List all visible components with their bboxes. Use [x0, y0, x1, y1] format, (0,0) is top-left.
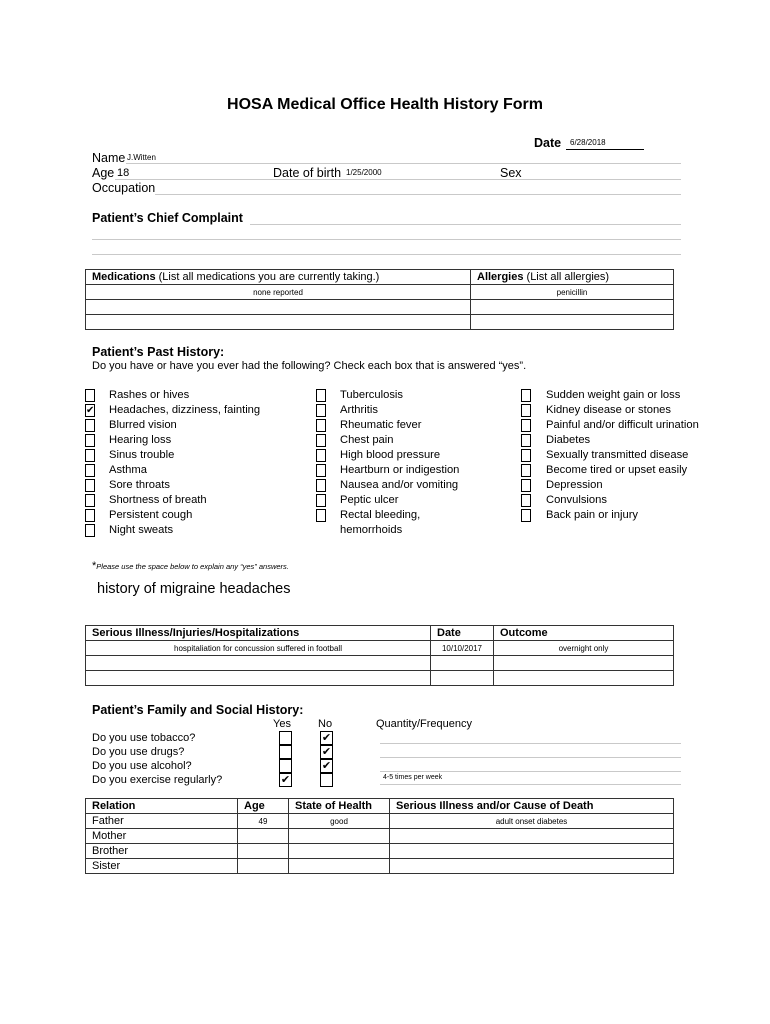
drugs-no-checkbox[interactable]: ✔ — [321, 746, 332, 758]
history-item: Sinus trouble — [109, 449, 175, 461]
history-item: Sexually transmitted disease — [546, 449, 689, 461]
complaint-line-2[interactable] — [92, 239, 681, 240]
allergy-cell[interactable] — [471, 300, 674, 315]
explain-text[interactable]: history of migraine headaches — [97, 581, 291, 597]
question-drugs: Do you use drugs? — [92, 746, 185, 758]
occupation-line — [155, 194, 681, 195]
explain-note — [92, 560, 289, 572]
checkbox-diabetes[interactable] — [521, 434, 531, 447]
date-value[interactable]: 6/28/2018 — [570, 138, 606, 147]
checkbox-back-pain[interactable] — [521, 509, 531, 522]
history-item: Painful and/or difficult urination — [546, 419, 699, 431]
cause-cell[interactable]: adult onset diabetes — [390, 814, 674, 829]
checkbox-rectal-bleeding[interactable] — [316, 509, 326, 522]
asterisk-icon: * — [92, 560, 97, 572]
checkbox-rashes[interactable] — [85, 389, 95, 402]
history-item: Sudden weight gain or loss — [546, 389, 681, 401]
history-item: Convulsions — [546, 494, 607, 506]
relation-header: Relation — [86, 799, 238, 814]
illness-header: Serious Illness/Injuries/Hospitalizations — [86, 626, 431, 641]
family-heading: Patient’s Family and Social History: — [92, 703, 304, 717]
sex-label: Sex — [500, 166, 522, 180]
illness-outcome-cell[interactable]: overnight only — [494, 641, 674, 656]
illness-date-cell[interactable] — [431, 656, 494, 671]
checkbox-night-sweats[interactable] — [85, 524, 95, 537]
checkbox-kidney[interactable] — [521, 404, 531, 417]
cause-cell[interactable] — [390, 859, 674, 874]
medication-cell[interactable] — [86, 300, 471, 315]
history-item: Sore throats — [109, 479, 170, 491]
illness-outcome-cell[interactable] — [494, 671, 674, 686]
checkbox-peptic-ulcer[interactable] — [316, 494, 326, 507]
allergy-cell[interactable]: penicillin — [471, 285, 674, 300]
checkbox-chest-pain[interactable] — [316, 434, 326, 447]
history-item: Rectal bleeding, — [340, 509, 421, 521]
history-item: Depression — [546, 479, 603, 491]
checkbox-sore-throats[interactable] — [85, 479, 95, 492]
checkbox-cough[interactable] — [85, 509, 95, 522]
history-item: Tuberculosis — [340, 389, 404, 401]
date-label: Date — [534, 136, 562, 150]
age-label: Age — [92, 166, 115, 180]
checkbox-convulsions[interactable] — [521, 494, 531, 507]
age-cell[interactable] — [238, 844, 289, 859]
history-column-2 — [340, 388, 459, 538]
history-item: Become tired or upset easily — [546, 464, 688, 476]
allergies-header: Allergies — [477, 271, 524, 283]
table-row — [86, 859, 674, 874]
history-item: Rheumatic fever — [340, 419, 422, 431]
exercise-no-checkbox[interactable] — [320, 773, 333, 787]
checkbox-tired[interactable] — [521, 464, 531, 477]
checkbox-std[interactable] — [521, 449, 531, 462]
medications-table — [85, 269, 674, 330]
checkbox-blood-pressure[interactable] — [316, 449, 326, 462]
alcohol-freq-line[interactable] — [380, 771, 681, 772]
illness-cell[interactable] — [86, 671, 431, 686]
history-item: Peptic ulcer — [340, 494, 399, 506]
social-questions — [92, 731, 222, 787]
table-row — [86, 814, 674, 829]
tobacco-freq-line[interactable] — [380, 743, 681, 744]
medications-header: Medications — [92, 271, 156, 283]
illness-outcome-cell[interactable] — [494, 656, 674, 671]
health-cell[interactable] — [289, 829, 390, 844]
age-cell[interactable]: 49 — [238, 814, 289, 829]
history-item: Diabetes — [546, 434, 591, 446]
history-item: Asthma — [109, 464, 147, 476]
drugs-freq-line[interactable] — [380, 757, 681, 758]
alcohol-yes-checkbox[interactable] — [279, 759, 292, 773]
checkbox-urination[interactable] — [521, 419, 531, 432]
dob-value[interactable]: 1/25/2000 — [346, 168, 382, 177]
history-column-3 — [546, 388, 699, 523]
history-item: Blurred vision — [109, 419, 177, 431]
history-item: hemorrhoids — [340, 524, 403, 536]
health-cell[interactable]: good — [289, 814, 390, 829]
history-item: Arthritis — [340, 404, 378, 416]
table-row — [86, 300, 674, 315]
family-table — [85, 798, 674, 874]
checkbox-hearing-loss[interactable] — [85, 434, 95, 447]
age-cell[interactable] — [238, 859, 289, 874]
health-cell[interactable] — [289, 844, 390, 859]
checkbox-blurred-vision[interactable] — [85, 419, 95, 432]
history-item: Night sweats — [109, 524, 174, 536]
checkbox-arthritis[interactable] — [316, 404, 326, 417]
history-item: Back pain or injury — [546, 509, 639, 521]
table-row — [86, 656, 674, 671]
past-history-instruction: Do you have or have you ever had the following? Check each box that is answered “yes”. — [92, 360, 527, 372]
explain-note-text: Please use the space below to explain any “yes” answers. — [96, 562, 289, 571]
age-value[interactable]: 18 — [117, 167, 130, 179]
table-row — [86, 844, 674, 859]
table-row — [86, 829, 674, 844]
history-item: Rashes or hives — [109, 389, 190, 401]
past-history-heading: Patient’s Past History: — [92, 345, 225, 359]
illness-cell[interactable]: hospitaliation for concussion suffered in football — [86, 641, 431, 656]
dob-label: Date of birth — [273, 166, 342, 180]
age-line — [115, 179, 681, 180]
checkbox-tuberculosis[interactable] — [316, 389, 326, 402]
medication-cell[interactable]: none reported — [86, 285, 471, 300]
relation-cell: Mother — [86, 829, 238, 844]
checkbox-headaches[interactable]: ✔ — [86, 405, 95, 416]
question-exercise: Do you exercise regularly? — [92, 774, 223, 786]
no-label: No — [318, 718, 333, 730]
form-title: HOSA Medical Office Health History Form — [227, 96, 543, 113]
relation-cell: Brother — [86, 844, 238, 859]
complaint-line-1[interactable] — [250, 224, 681, 225]
cause-header: Serious Illness and/or Cause of Death — [390, 799, 674, 814]
table-row — [86, 671, 674, 686]
checkbox-asthma[interactable] — [85, 464, 95, 477]
name-label: Name — [92, 151, 126, 165]
medication-cell[interactable] — [86, 315, 471, 330]
illness-table — [85, 625, 674, 686]
drugs-yes-checkbox[interactable] — [279, 745, 292, 759]
illness-date-header: Date — [431, 626, 494, 641]
checkbox-heartburn[interactable] — [316, 464, 326, 477]
tobacco-yes-checkbox[interactable] — [279, 731, 292, 745]
occupation-label: Occupation — [92, 181, 156, 195]
exercise-yes-checkbox[interactable]: ✔ — [280, 774, 291, 786]
name-line — [126, 163, 681, 164]
history-item: High blood pressure — [340, 449, 441, 461]
illness-outcome-header: Outcome — [494, 626, 674, 641]
medications-header-note: (List all medications you are currently taking.) — [155, 271, 380, 283]
relation-cell: Sister — [86, 859, 238, 874]
table-row — [86, 641, 674, 656]
allergy-cell[interactable] — [471, 315, 674, 330]
relation-cell: Father — [86, 814, 238, 829]
checkbox-weight[interactable] — [521, 389, 531, 402]
exercise-freq-value[interactable]: 4-5 times per week — [383, 774, 443, 781]
question-tobacco: Do you use tobacco? — [92, 732, 196, 744]
quantity-label: Quantity/Frequency — [376, 718, 472, 730]
illness-date-cell[interactable] — [431, 671, 494, 686]
age-cell[interactable] — [238, 829, 289, 844]
history-item: Kidney disease or stones — [546, 404, 672, 416]
history-item: Persistent cough — [109, 509, 193, 521]
yes-label: Yes — [273, 718, 291, 730]
complaint-line-3[interactable] — [92, 254, 681, 255]
exercise-freq-line[interactable] — [380, 784, 681, 785]
checkbox-depression[interactable] — [521, 479, 531, 492]
chief-complaint-label: Patient’s Chief Complaint — [92, 211, 243, 225]
checkbox-rheumatic-fever[interactable] — [316, 419, 326, 432]
question-alcohol: Do you use alcohol? — [92, 760, 192, 772]
illness-cell[interactable] — [86, 656, 431, 671]
history-item: Shortness of breath — [109, 494, 207, 506]
health-header: State of Health — [289, 799, 390, 814]
history-item: Headaches, dizziness, fainting — [109, 404, 261, 416]
date-line — [566, 149, 644, 150]
checkbox-shortness-breath[interactable] — [85, 494, 95, 507]
table-row — [86, 315, 674, 330]
history-item: Nausea and/or vomiting — [340, 479, 459, 491]
cause-cell[interactable] — [390, 829, 674, 844]
illness-date-cell[interactable]: 10/10/2017 — [431, 641, 494, 656]
history-item: Heartburn or indigestion — [340, 464, 460, 476]
allergies-header-note: (List all allergies) — [523, 271, 610, 283]
health-cell[interactable] — [289, 859, 390, 874]
age-header: Age — [238, 799, 289, 814]
name-value[interactable]: J.Witten — [127, 153, 156, 162]
table-row — [86, 285, 674, 300]
tobacco-no-checkbox[interactable]: ✔ — [321, 732, 332, 744]
history-item: Chest pain — [340, 434, 394, 446]
history-column-1 — [109, 388, 260, 538]
cause-cell[interactable] — [390, 844, 674, 859]
alcohol-no-checkbox[interactable]: ✔ — [321, 760, 332, 772]
checkbox-nausea[interactable] — [316, 479, 326, 492]
checkbox-sinus[interactable] — [85, 449, 95, 462]
history-item: Hearing loss — [109, 434, 172, 446]
